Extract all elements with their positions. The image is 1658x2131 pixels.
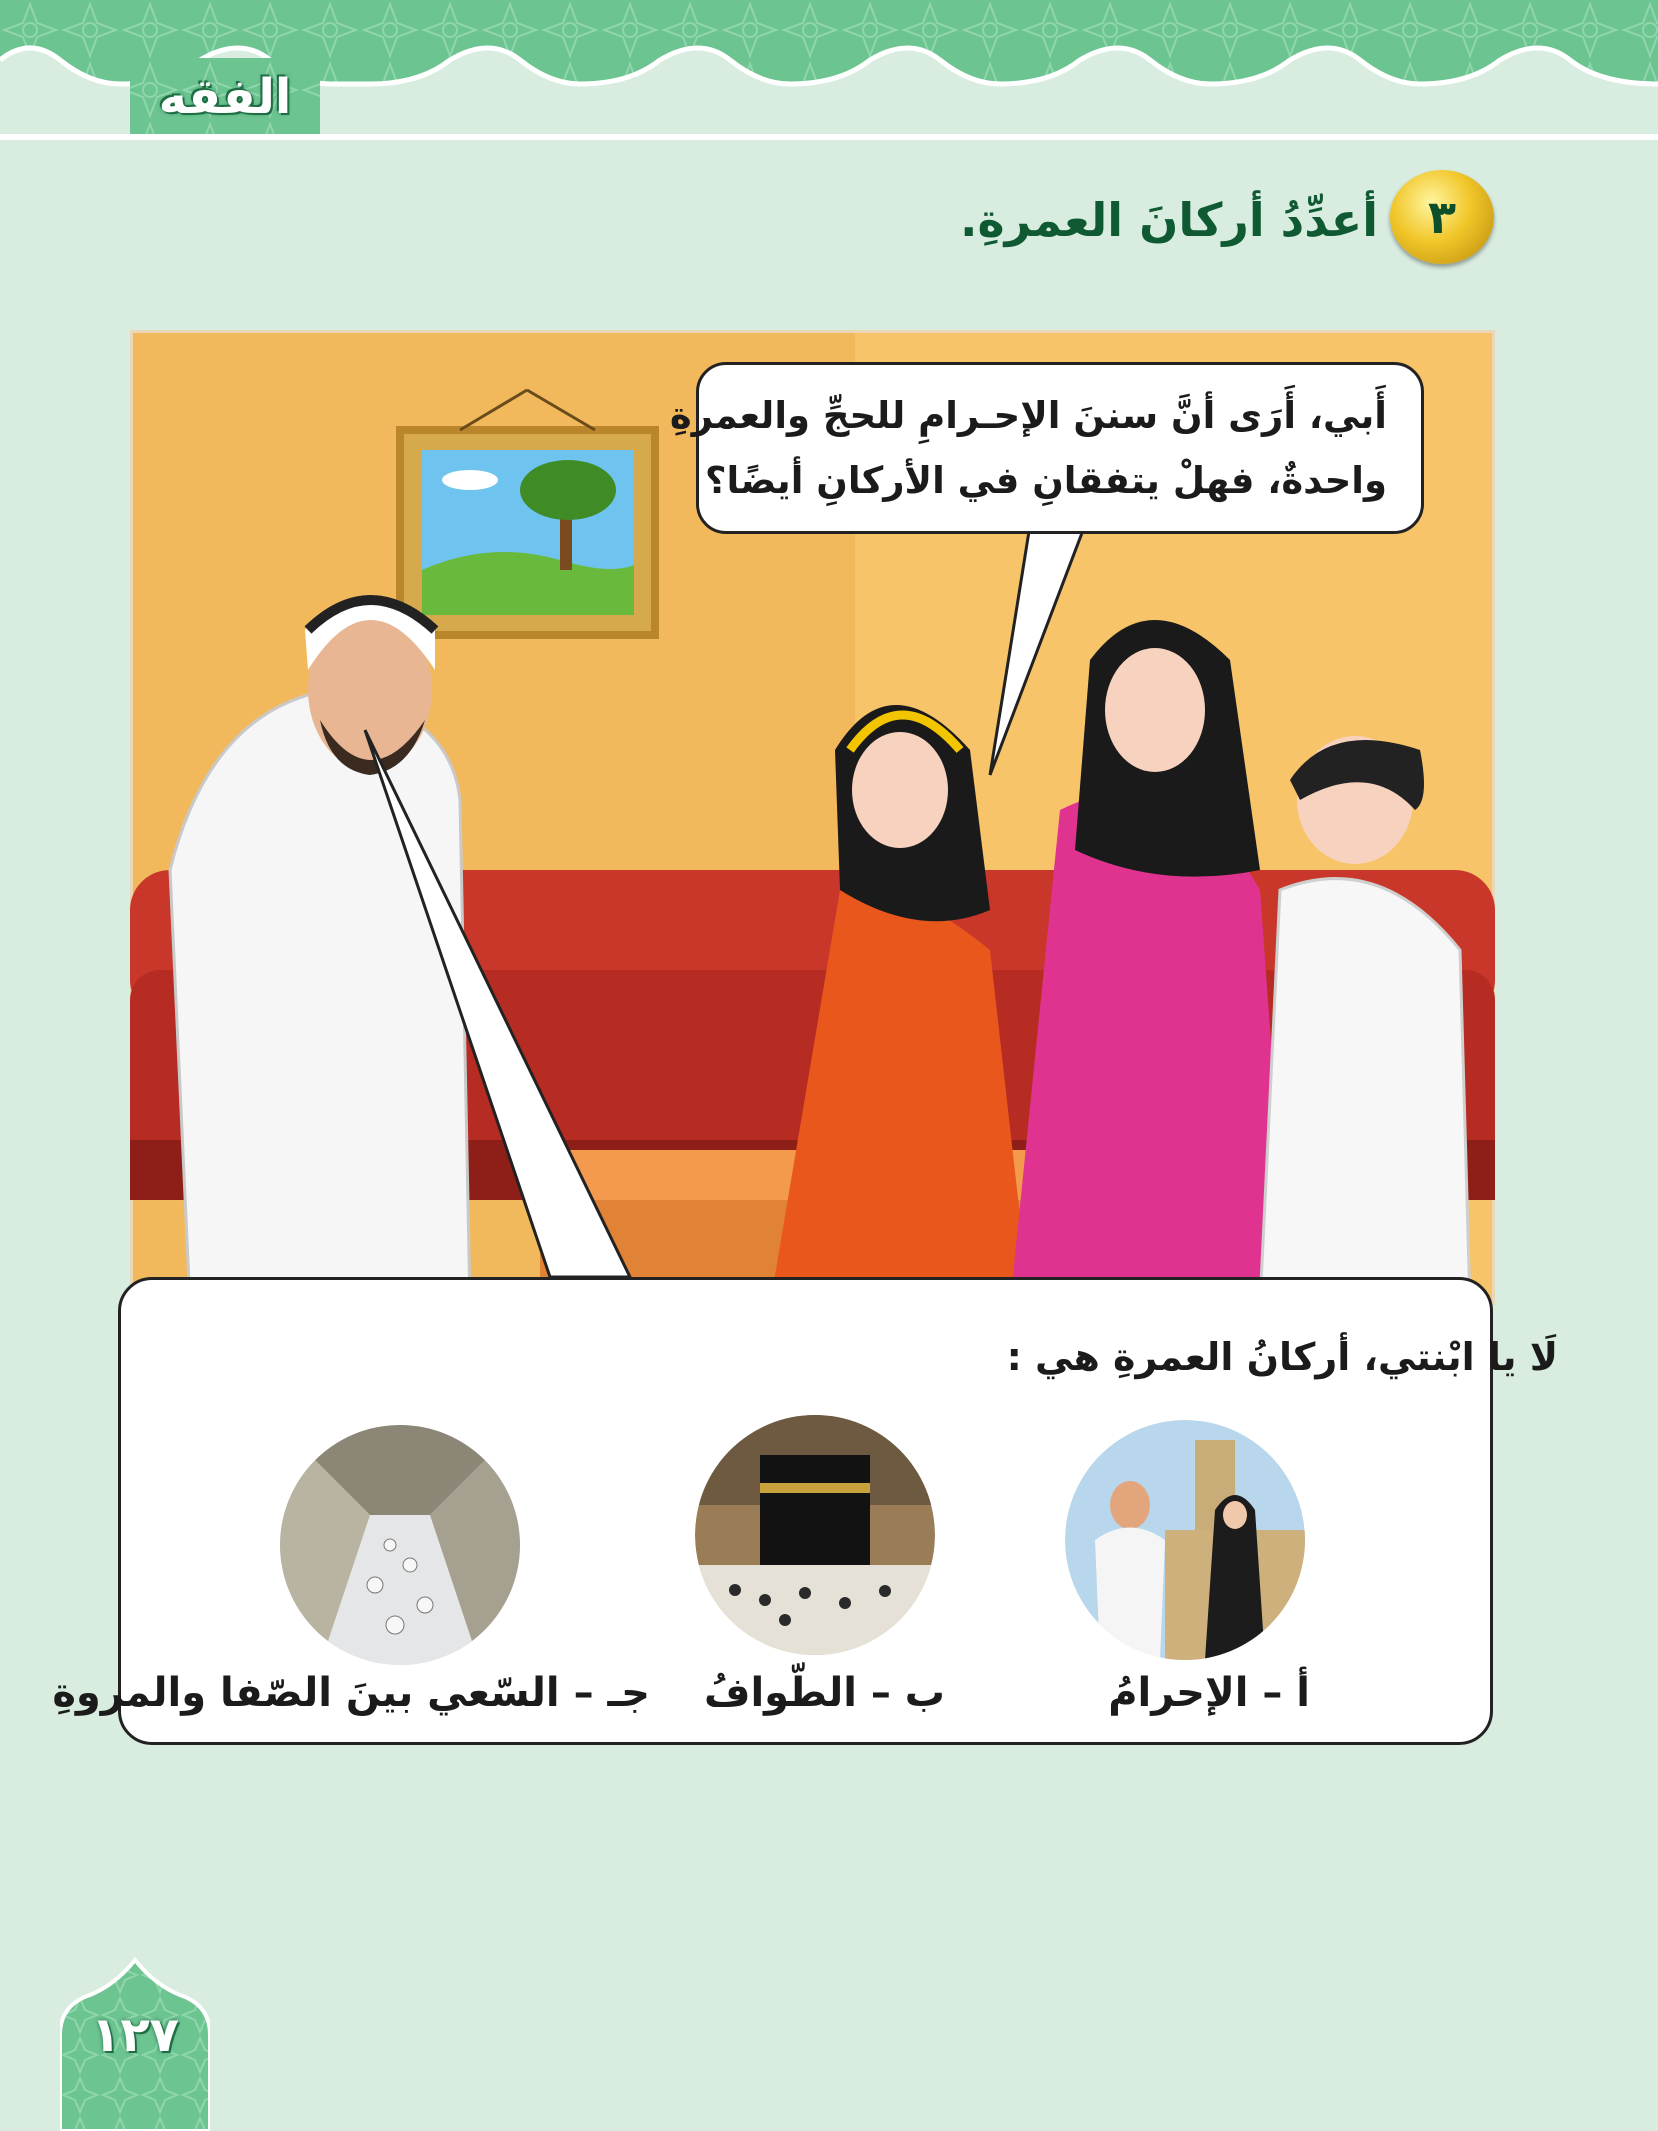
father-answer-intro: لَا يا ابْنتي، أركانُ العمرةِ هي :	[1006, 1335, 1558, 1379]
pillar-label-sai: جـ – السّعي بينَ الصّفا والمروةِ	[52, 1670, 650, 1716]
pillar-label-tawaf: ب – الطّوافُ	[704, 1670, 945, 1716]
page-number: ١٢٧	[91, 2007, 179, 2063]
question-text: أعدِّدُ أركانَ العمرةِ.	[959, 193, 1378, 247]
question-number-badge: ٣	[1390, 170, 1494, 264]
section-title: الفقه	[158, 69, 292, 125]
kaaba-photo-icon	[695, 1415, 935, 1655]
girl-speech-bubble	[669, 362, 1424, 534]
wall-painting	[400, 390, 655, 635]
pillar-label-ihram: أ – الإحرامُ	[1108, 1670, 1310, 1716]
masaa-photo-icon	[280, 1425, 520, 1665]
girl-speech-line-1: أَبي، أَرَى أنَّ سننَ الإحـرامِ للحجِّ والعمرةِ	[669, 394, 1387, 437]
ihram-photo-icon	[1065, 1420, 1305, 1660]
girl-speech-line-2: واحدةٌ، فهلْ يتفقانِ في الأركانِ أيضًا؟	[704, 459, 1387, 502]
